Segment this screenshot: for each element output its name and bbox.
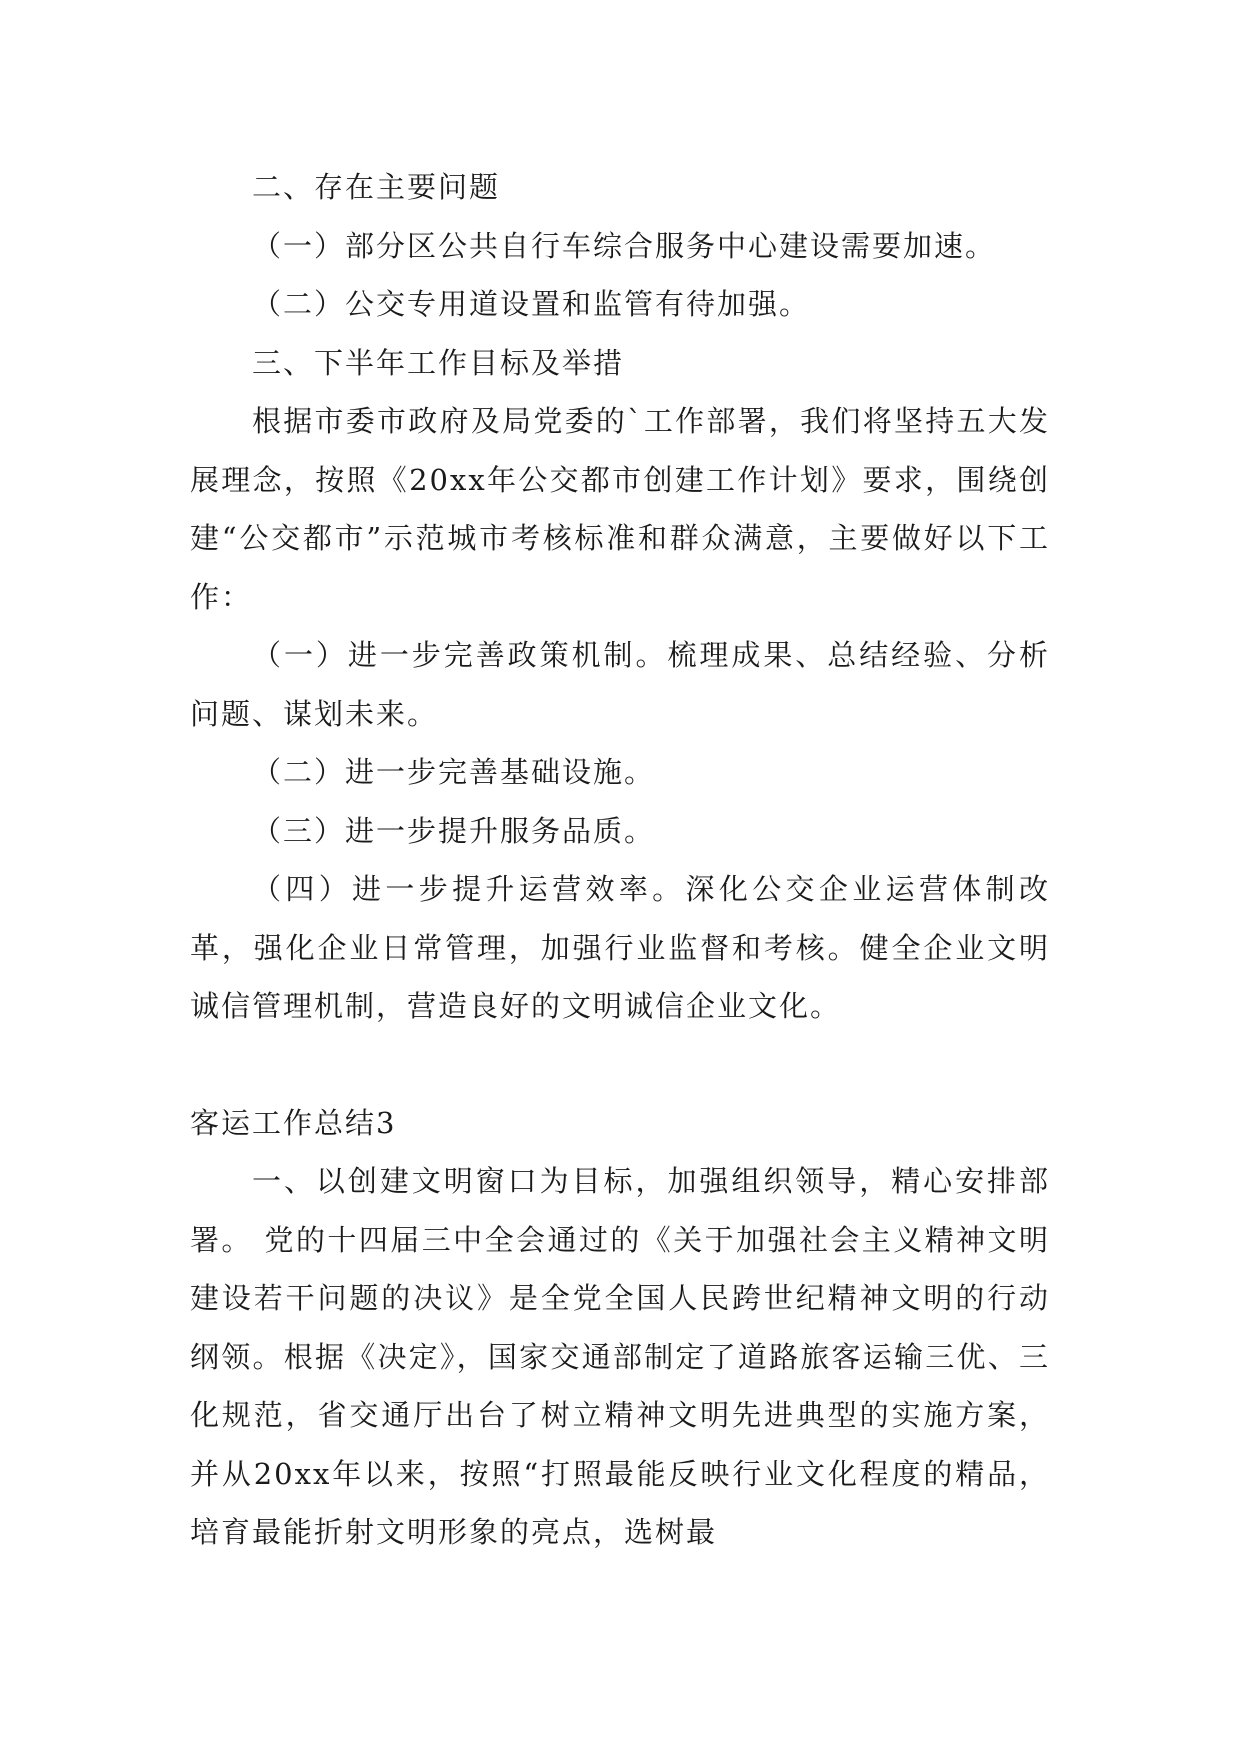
measure-item-2: （二）进一步完善基础设施。	[252, 755, 656, 789]
goals-intro-paragraph: 根据市委市政府及局党委的`工作部署，我们将坚持五大发展理念，按照《20xx年公交都市创建工作计划》要求，围绕创建“公交都市”示范城市考核标准和群众满意，主要做好以下工作：	[190, 404, 1050, 614]
measure-item-4: （四）进一步提升运营效率。深化公交企业运营体制改革，强化企业日常管理，加强行业监督和考核。健全企业文明诚信管理机制，营造良好的文明诚信企业文化。	[190, 872, 1050, 1023]
section-heading-problems: 二、存在主要问题	[252, 170, 501, 204]
section-title: 客运工作总结3	[190, 1105, 397, 1140]
measure-item-3: （三）进一步提升服务品质。	[252, 813, 656, 848]
section-paragraph-1: 一、以创建文明窗口为目标，加强组织领导，精心安排部署。 党的十四届三中全会通过的《关于加强社会主义精神文明建设若干问题的决议》是全党全国人民跨世纪精神文明的行动纲领。根据《决定》，国家交通部制定了道路旅客运输三优、三化规范，省交通厅出台了树立精神文明先进典型的实施方案，并从20xx年以来，按照“打照最能反映行业文化程度的精品，培育最能折射文明形象的亮点，选树最	[190, 1164, 1050, 1549]
section-heading-goals: 三、下半年工作目标及举措	[252, 345, 625, 380]
document-body	[190, 158, 1050, 1562]
measure-item-1: （一）进一步完善政策机制。梳理成果、总结经验、分析问题、谋划未来。	[190, 638, 1050, 731]
problem-item-2: （二）公交专用道设置和监管有待加强。	[252, 287, 811, 321]
problem-item-1: （一）部分区公共自行车综合服务中心建设需要加速。	[252, 228, 997, 263]
